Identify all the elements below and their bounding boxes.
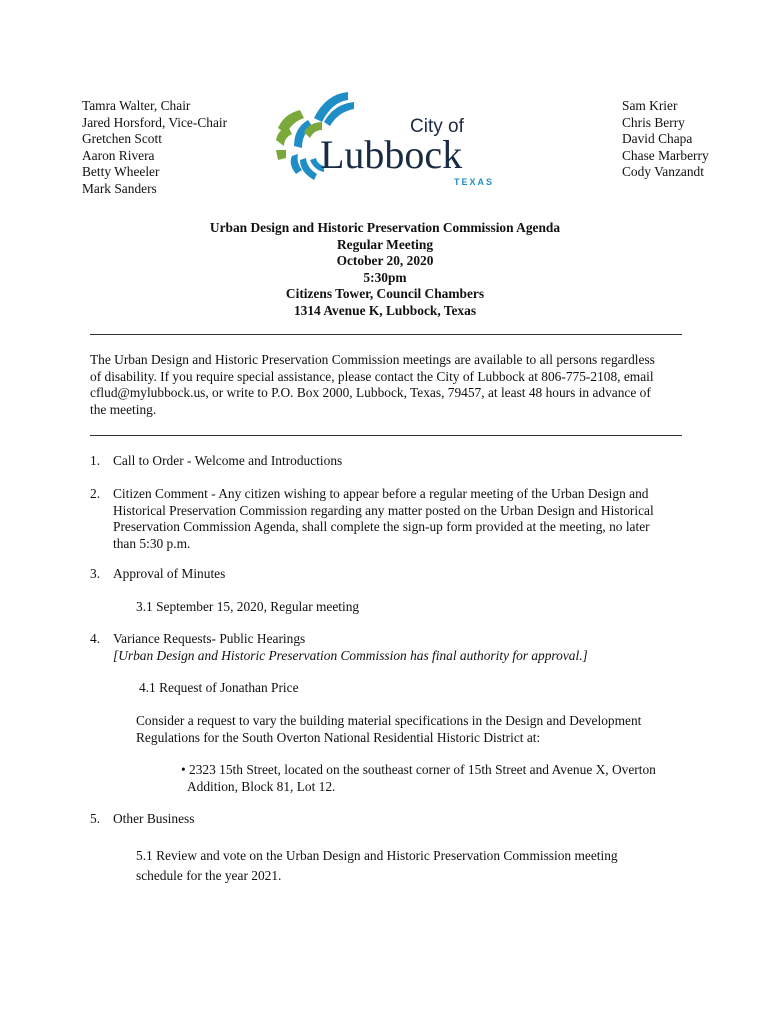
- item-text-line: Historical Preservation Commission regarding any matter posted on the Urban Design and Historical: [113, 502, 654, 518]
- item-text-line: Citizen Comment - Any citizen wishing to appear before a regular meeting of the Urban Design and: [113, 486, 649, 501]
- sub-item-line: 5.1 Review and vote on the Urban Design and Historic Preservation Commission meeting: [136, 848, 618, 863]
- right-member-list: [622, 98, 709, 181]
- authority-note: [113, 648, 588, 665]
- item-number: 1.: [90, 453, 101, 468]
- item-text: [113, 486, 654, 552]
- authority-note-text: [Urban Design and Historic Preservation Commission has final authority for approval.]: [113, 648, 588, 663]
- sub-item-4-1: 4.1 Request of Jonathan Price: [139, 680, 299, 695]
- sub-item-5-1: [136, 846, 618, 886]
- member-name: Chris Berry: [622, 114, 685, 130]
- agenda-title: Urban Design and Historic Preservation Commission Agenda: [209, 220, 561, 235]
- meeting-address: 1314 Avenue K, Lubbock, Texas: [293, 302, 477, 318]
- member-name: Jared Horsford, Vice-Chair: [82, 114, 228, 130]
- accessibility-notice: [90, 352, 682, 418]
- city-of-lubbock-logo: [274, 88, 504, 188]
- member-name: Gretchen Scott: [82, 131, 162, 147]
- sub-item-3-1: 3.1 September 15, 2020, Regular meeting: [136, 599, 360, 614]
- description-line: Regulations for the South Overton National Residential Historic District at:: [136, 729, 541, 745]
- item-text-line: than 5:30 p.m.: [113, 535, 191, 551]
- divider: [90, 334, 682, 335]
- meeting-venue: Citizens Tower, Council Chambers: [285, 286, 485, 302]
- member-name: Cody Vanzandt: [622, 164, 704, 180]
- member-name: Sam Krier: [622, 98, 678, 113]
- item-number: 3.: [90, 566, 101, 581]
- notice-line: cflud@mylubbock.us, or write to P.O. Box 2000, Lubbock, Texas, 79457, at least 48 hours in advance of: [90, 385, 651, 401]
- item-number: 4.: [90, 631, 101, 646]
- notice-line: the meeting.: [90, 401, 157, 417]
- notice-line: of disability. If you require special assistance, please contact the City of Lubbock at 806-775-2108, email: [90, 368, 654, 384]
- variance-description: [136, 713, 641, 746]
- logo-text-texas: TEXAS: [454, 177, 495, 187]
- left-member-list: [82, 98, 227, 198]
- property-address-bullet: [181, 762, 656, 795]
- agenda-title-block: [90, 220, 680, 320]
- member-name: David Chapa: [622, 131, 693, 147]
- logo-text-city-of: City of: [410, 116, 464, 137]
- item-number: 5.: [90, 811, 101, 826]
- meeting-date: October 20, 2020: [336, 253, 434, 269]
- meeting-time: 5:30pm: [363, 269, 407, 285]
- bullet-line: Addition, Block 81, Lot 12.: [187, 778, 336, 794]
- logo-text-lubbock: Lubbock: [320, 132, 463, 177]
- bullet-line: • 2323 15th Street, located on the southeast corner of 15th Street and Avenue X, Overton: [181, 762, 656, 777]
- item-text: Variance Requests- Public Hearings: [113, 631, 306, 646]
- item-text: Call to Order - Welcome and Introductions: [113, 453, 343, 468]
- item-text: Other Business: [113, 811, 195, 826]
- member-name: Aaron Rivera: [82, 147, 155, 163]
- member-name: Chase Marberry: [622, 147, 709, 163]
- sub-item-line: schedule for the year 2021.: [136, 868, 282, 883]
- divider: [90, 435, 682, 436]
- description-line: Consider a request to vary the building material specifications in the Design and Development: [136, 713, 642, 728]
- item-number: 2.: [90, 486, 101, 501]
- member-name: Mark Sanders: [82, 180, 157, 196]
- item-text: Approval of Minutes: [113, 566, 226, 581]
- meeting-type: Regular Meeting: [336, 236, 434, 252]
- notice-line: The Urban Design and Historic Preservation Commission meetings are available to all persons regardless: [90, 352, 655, 367]
- member-name: Betty Wheeler: [82, 164, 160, 180]
- member-name: Tamra Walter, Chair: [82, 98, 191, 113]
- item-text-line: Preservation Commission Agenda, shall complete the sign-up form provided at the meeting, no later: [113, 519, 650, 535]
